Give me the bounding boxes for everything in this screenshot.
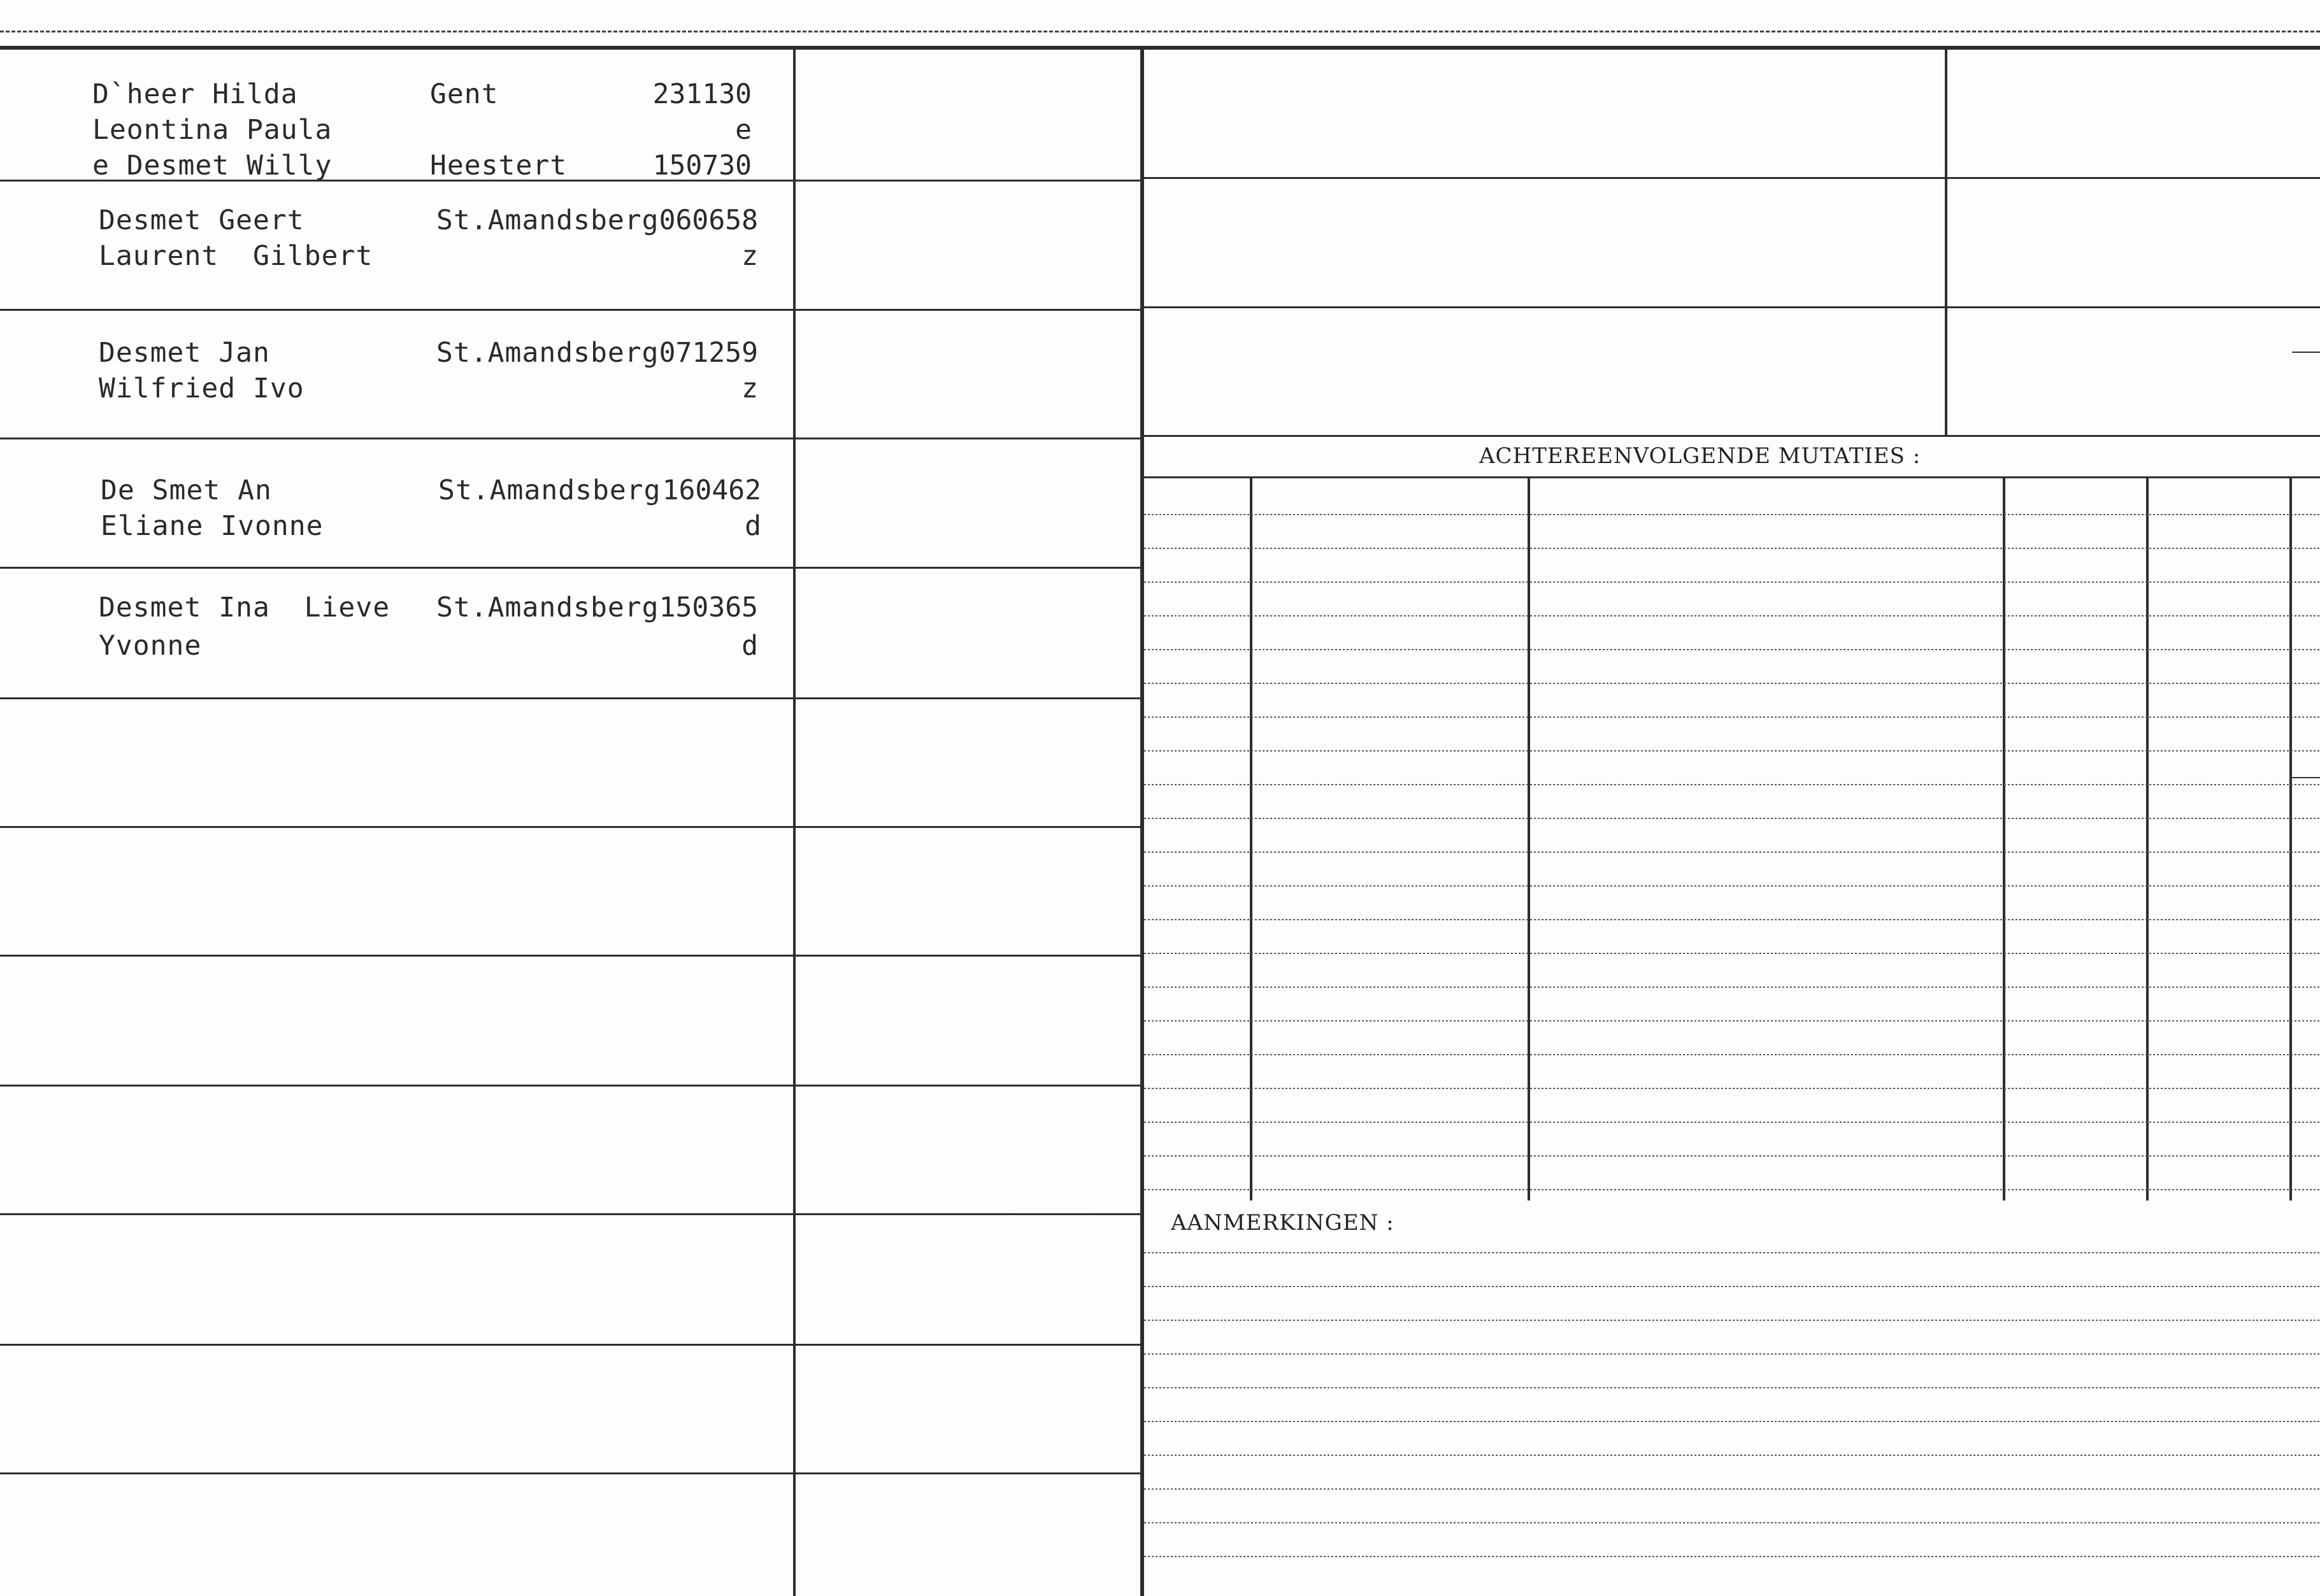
entry-name-line: Leontina Paula — [92, 114, 333, 146]
mutations-title: ACHTEREENVOLGENDE MUTATIES : — [1479, 443, 1921, 469]
entry-place: St.Amandsberg — [436, 337, 659, 369]
right-row-separator — [1144, 177, 2320, 179]
row-separator — [0, 1472, 1140, 1474]
margin-tick — [1013, 1213, 1089, 1215]
register-entry — [0, 473, 793, 600]
row-separator — [0, 955, 1140, 957]
entry-name-line: Eliane Ivonne — [101, 510, 324, 542]
entry-code: 150365 — [659, 592, 758, 623]
remarks-lines — [1144, 1236, 2320, 1596]
right-row-separator — [1144, 435, 2320, 437]
entry-code: 150730 — [652, 150, 752, 182]
top-border — [0, 46, 2320, 50]
register-entry — [0, 335, 793, 462]
entry-name-line: e Desmet Willy — [92, 150, 333, 182]
row-separator — [0, 1213, 1140, 1215]
entry-name-line: Wilfried Ivo — [99, 373, 304, 404]
entry-code: d — [741, 630, 758, 662]
entry-place: Gent — [430, 78, 499, 110]
entry-name-line: Yvonne — [99, 630, 202, 662]
left-column-divider — [793, 50, 796, 1596]
row-separator — [0, 1085, 1140, 1087]
margin-tick — [2292, 352, 2320, 353]
entry-code: 160462 — [662, 474, 761, 506]
entry-place: St.Amandsberg — [436, 204, 659, 236]
entry-name-line: Laurent Gilbert — [99, 240, 373, 272]
margin-tick — [2292, 777, 2320, 778]
entry-code: e — [735, 114, 752, 146]
row-separator — [0, 1344, 1140, 1346]
entry-code: z — [741, 240, 758, 272]
entry-code: 071259 — [659, 337, 758, 369]
remarks-title: AANMERKINGEN : — [1171, 1210, 1394, 1236]
entry-place: St.Amandsberg — [436, 592, 659, 623]
entry-name-line: De Smet An — [101, 474, 272, 506]
right-row-separator — [1144, 306, 2320, 308]
entry-place: St.Amandsberg — [438, 474, 661, 506]
top-edge-line — [0, 31, 2320, 32]
mutations-grid — [1144, 478, 2320, 1210]
entry-code: z — [741, 373, 758, 404]
entry-name-line: Desmet Geert — [99, 204, 304, 236]
register-entry — [0, 76, 793, 204]
register-entry — [0, 203, 793, 330]
entry-code: d — [745, 510, 761, 542]
entry-code: 231130 — [652, 78, 752, 110]
right-top-divider — [1945, 50, 1947, 435]
entry-name-line: D`heer Hilda — [92, 78, 298, 110]
entry-code: 060658 — [659, 204, 758, 236]
entry-place: Heestert — [430, 150, 568, 182]
entry-name-line: Desmet Ina Lieve — [99, 592, 390, 623]
register-entry — [0, 590, 793, 717]
entry-name-line: Desmet Jan — [99, 337, 270, 369]
row-separator — [0, 826, 1140, 828]
